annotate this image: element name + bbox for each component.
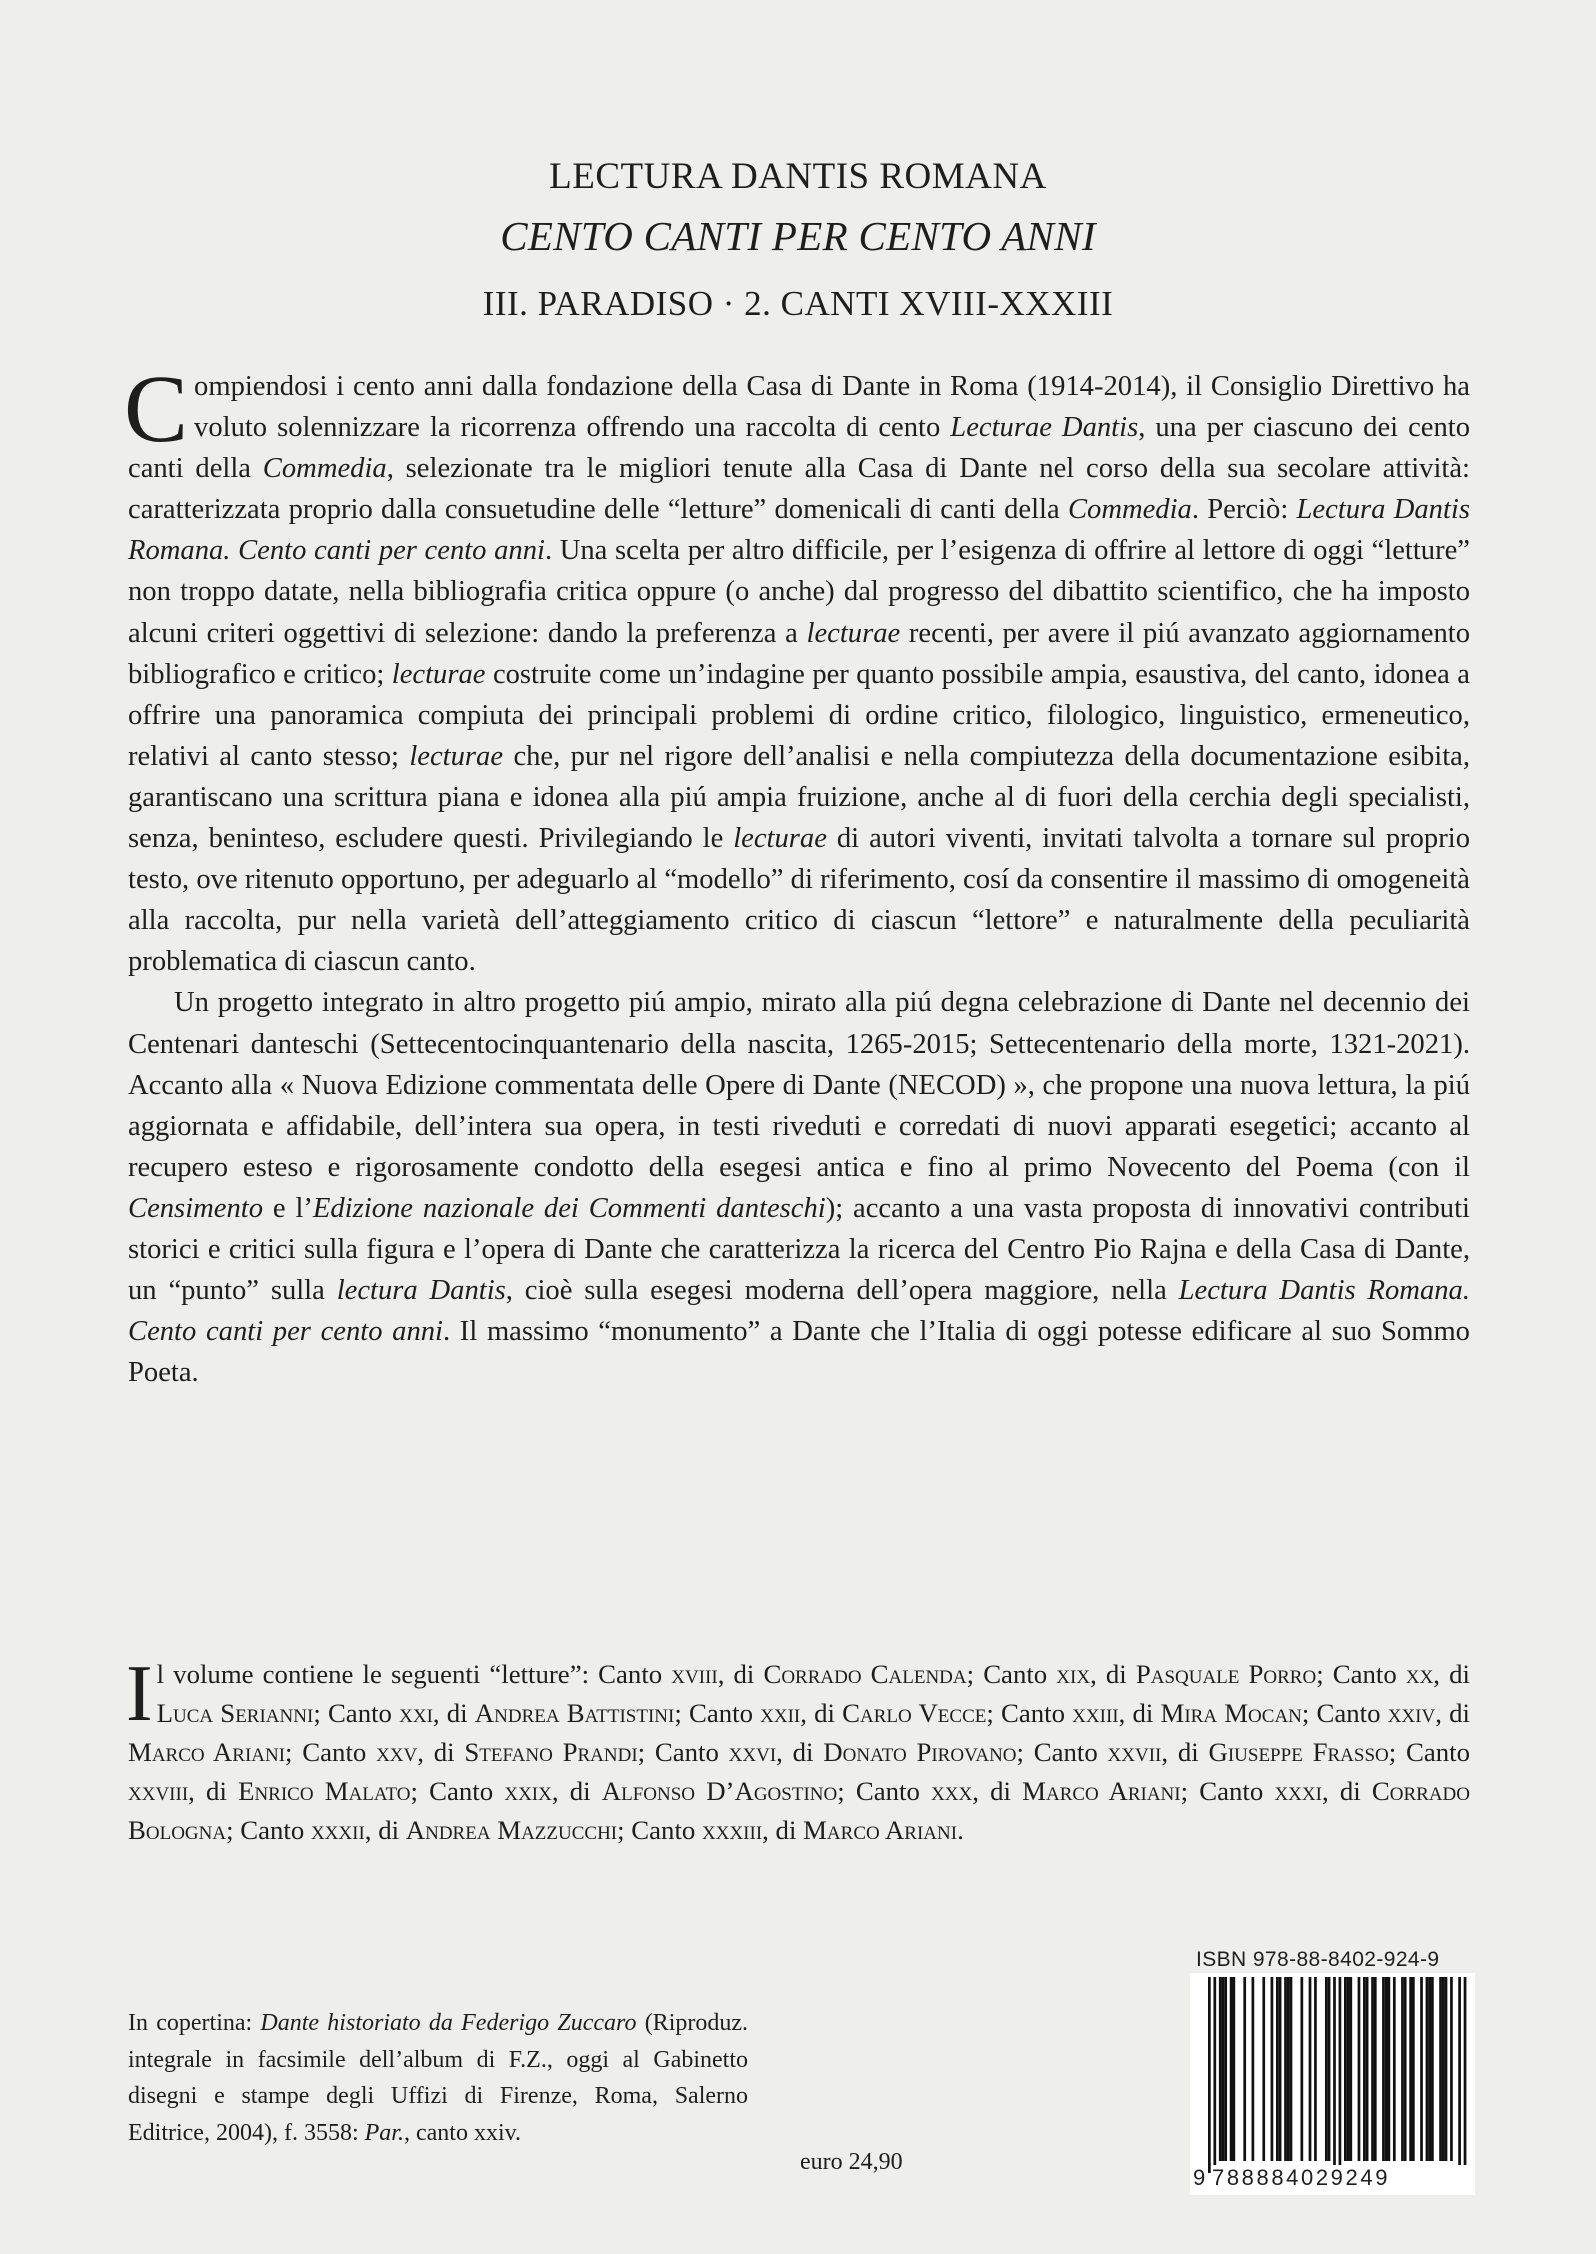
barcode-bar [1224, 1977, 1227, 2161]
contents-entry [1034, 1737, 1406, 1767]
barcode-bars [1190, 1973, 1475, 2195]
barcode-bar [1230, 1977, 1233, 2161]
contents-entry [240, 1815, 631, 1845]
italic-text: Censimento [128, 1192, 264, 1224]
entry-separator: , di [776, 1737, 824, 1767]
canto-number: xx [1405, 1659, 1434, 1689]
barcode-bar [1232, 1977, 1235, 2161]
barcode-bar [1262, 1977, 1265, 2161]
barcode-bar [1344, 1977, 1347, 2161]
canto-number: xxx [931, 1776, 973, 1806]
barcode-bar [1333, 1977, 1336, 2173]
barcode-bar [1371, 1977, 1374, 2161]
text: , selezionate tra le migliori tenute alla Casa di Dante nel corso della sua secolare attività: caratterizzata proprio dalla consuetudine delle “letture” domenicali di canti della [128, 453, 1470, 526]
barcode-bar [1243, 1977, 1246, 2161]
canto-number: xxv [376, 1737, 418, 1767]
entry-separator: , di [717, 1659, 764, 1689]
canto-word: Canto [1199, 1776, 1275, 1806]
entry-author: Donato Pirovano [823, 1737, 1017, 1767]
barcode-bar [1339, 1977, 1342, 2173]
barcode-bar [1428, 1977, 1431, 2161]
italic-text: Commedia [262, 453, 387, 485]
barcode-bar [1309, 1977, 1312, 2161]
text: che, pur nel rigore dell’analisi e nella compiutezza della documentazione esibita, garantiscano una scrittura piana e idonea alla piú ampia fruizione, anche al di fuori della cerchia degli specialisti, senza, beninteso, escludere questi. Privilegiando le [128, 740, 1470, 855]
italic-text: lectura Dantis [336, 1275, 506, 1307]
canto-number: xxiii [1072, 1698, 1119, 1728]
text: recenti, per avere il piú avanzato aggiornamento bibliografico e critico; [128, 617, 1471, 690]
entry-separator: , di [1118, 1698, 1161, 1728]
entry-separator: , di [762, 1815, 804, 1845]
text: . Una scelta per altro difficile, per l’esigenza di offrire al lettore di oggi “letture” non troppo datate, nella bibliografia critica oppure (o anche) dal progresso del dibattito scientifico, che ha imposto alcuni criteri oggettivi di selezione: dando la preferenza a [128, 535, 1470, 649]
canto-word: Canto [631, 1815, 702, 1845]
entry-punctuation: ; [674, 1698, 689, 1728]
volume-title: III. PARADISO · 2. CANTI XVIII-XXXIII [482, 284, 1114, 323]
entry-punctuation: . [957, 1815, 964, 1845]
canto-word: Canto [1316, 1698, 1388, 1728]
entry-separator: , di [1435, 1698, 1470, 1728]
entry-punctuation: ; [313, 1698, 328, 1728]
entry-punctuation: ; [226, 1815, 241, 1845]
entry-author: Marco Ariani [1022, 1776, 1181, 1806]
italic-text: lecturae [409, 740, 504, 772]
barcode-bar [1431, 1977, 1434, 2161]
blurb-text [124, 355, 1471, 1393]
contents-entry [429, 1776, 856, 1806]
barcode-bar [1358, 1977, 1361, 2161]
barcode-bar [1208, 1977, 1211, 2173]
entry-author: Giuseppe Frasso [1208, 1737, 1389, 1767]
barcode-bar [1439, 1977, 1442, 2161]
barcode-bar [1426, 1977, 1429, 2161]
text: , cioè sulla esegesi moderna dell’opera maggiore, nella [505, 1275, 1179, 1307]
italic-text: Lectura Dantis Romana. Cento canti per cento anni [128, 1275, 1470, 1348]
entry-punctuation: ; [837, 1776, 856, 1806]
canto-number: xxii [760, 1698, 801, 1728]
entry-author: Marco Ariani [128, 1737, 286, 1767]
canto-word: Canto [855, 1776, 932, 1806]
canto-number: xxxiii [702, 1815, 763, 1845]
entry-author: Corrado Calenda [763, 1659, 967, 1689]
italic-text: Edizione nazionale dei Commenti danteschi [312, 1192, 826, 1224]
barcode-bar [1287, 1977, 1290, 2161]
entry-punctuation: ; [410, 1776, 430, 1806]
canto-word: Canto [1332, 1659, 1406, 1689]
entry-author: Andrea Battistini [474, 1698, 675, 1728]
contents-entry [598, 1659, 983, 1689]
contents-intro: l volume contiene le seguenti “letture”: [156, 1659, 599, 1689]
text: . Il massimo “monumento” a Dante che l’Italia di oggi potesse edificare al suo Sommo Poeta. [128, 1316, 1470, 1389]
barcode-bar [1458, 1977, 1461, 2173]
barcode-bar [1213, 1977, 1216, 2173]
italic-text: Lectura Dantis Romana. Cento canti per cento anni [128, 494, 1470, 567]
price: euro 24,90 [800, 2149, 903, 2175]
entry-author: Luca Serianni [156, 1698, 314, 1728]
barcode-bar [1366, 1977, 1369, 2161]
barcode-bar [1290, 1977, 1293, 2161]
barcode-bar [1300, 1977, 1303, 2161]
canto-word: Canto [302, 1737, 377, 1767]
entry-punctuation: ; [1388, 1737, 1406, 1767]
canto-word: Canto [1000, 1698, 1073, 1728]
canto-number: xxxii [310, 1815, 365, 1845]
contents-entry [302, 1737, 655, 1767]
canto-word: Canto [240, 1815, 311, 1845]
barcode-bar [1325, 1977, 1328, 2161]
contents-entry [631, 1815, 964, 1845]
italic-text: Dante historiato da Federigo Zuccaro [260, 2010, 637, 2036]
contents-entry [1001, 1698, 1317, 1728]
entry-author: Pasquale Porro [1135, 1659, 1317, 1689]
barcode-bar [1404, 1977, 1407, 2161]
entry-author: Carlo Vecce [842, 1698, 987, 1728]
barcode-bar [1442, 1977, 1445, 2161]
entry-separator: , di [432, 1698, 475, 1728]
contents-entry [856, 1776, 1199, 1806]
canto-word: Canto [654, 1737, 729, 1767]
barcode-bar [1385, 1977, 1388, 2161]
canto-number: xviii [671, 1659, 718, 1689]
text: ompiendosi i cento anni dalla fondazione della Casa di Dante in Roma (1914-2014), il Consiglio Direttivo ha voluto solennizzare la ricorrenza offrendo una raccolta di cento [194, 371, 1470, 444]
barcode-bar [1409, 1977, 1412, 2161]
entry-punctuation: ; [617, 1815, 632, 1845]
barcode-bar [1445, 1977, 1448, 2161]
italic-text: Lecturae Dantis [950, 412, 1139, 444]
contents-list [126, 1650, 1470, 1850]
barcode-bar [1314, 1977, 1317, 2161]
entry-author: Alfonso D’Agostino [601, 1776, 838, 1806]
entry-punctuation: ; [1016, 1737, 1034, 1767]
canto-word: Canto [429, 1776, 505, 1806]
contents-entry [328, 1698, 689, 1728]
entry-separator: , di [1161, 1737, 1209, 1767]
entry-punctuation: ; [986, 1698, 1001, 1728]
barcode-bar [1412, 1977, 1415, 2161]
barcode-bar [1420, 1977, 1423, 2161]
entry-separator: , di [1090, 1659, 1136, 1689]
barcode-bar [1252, 1977, 1255, 2161]
entry-punctuation: ; [1180, 1776, 1200, 1806]
entry-author: Corrado Bologna [128, 1776, 1470, 1845]
barcode-bar [1349, 1977, 1352, 2161]
canto-number: xxi [399, 1698, 433, 1728]
barcode-bar [1271, 1977, 1274, 2161]
canto-word: Canto [327, 1698, 400, 1728]
barcode-bar [1279, 1977, 1282, 2161]
text: In copertina: [128, 2010, 261, 2036]
barcode-bar [1393, 1977, 1396, 2161]
canto-number: xxxi [1274, 1776, 1322, 1806]
canto-number: xxvi [728, 1737, 777, 1767]
text: e l’ [263, 1192, 313, 1224]
canto-word: Canto [983, 1659, 1057, 1689]
text: costruite come un’indagine per quanto possibile ampia, esaustiva, del canto, idonea a offrire una panoramica compiuta dei principali problemi di ordine critico, filologico, linguistico, ermeneutico, relativi al canto stesso; [128, 658, 1470, 772]
canto-word: Canto [688, 1698, 761, 1728]
barcode-bar [1222, 1977, 1225, 2161]
barcode-bar [1284, 1977, 1287, 2161]
barcode-first-digit: 9 [1193, 2165, 1206, 2190]
barcode-bar [1464, 1977, 1467, 2173]
isbn-label: ISBN 978-88-8402-924-9 [1196, 1948, 1440, 1971]
barcode-bar [1382, 1977, 1385, 2161]
barcode-bar [1276, 1977, 1279, 2161]
paragraph-1 [124, 355, 1471, 982]
entry-separator: , di [417, 1737, 465, 1767]
barcode-bar [1401, 1977, 1404, 2161]
text: Un progetto integrato in altro progetto piú ampio, mirato alla piú degna celebrazione di Dante nel decennio dei Centenari danteschi (Settecentocinquantenario della nascita, 1265-2015; Settecentenario della morte, 1321-2021). Accanto alla « Nuova Edizione commentata delle Opere di Dante (NECOD) », che propone una nuova lettura, la piú aggiornata e affidabile, dell’intera sua opera, in testi riveduti e corredati di nuovi apparati esegetici; accanto al recupero esteso e rigorosamente condotto della esegesi antica e fino al primo Novecento del Poema (con il [128, 987, 1470, 1183]
text: (Riproduz. integrale in facsimile dell’album di F.Z., oggi al Gabinetto disegni e stampe degli Uffizi di Firenze, Roma, Salerno Editrice, 2004), f. 3558: [128, 2010, 749, 2146]
barcode-bar [1388, 1977, 1391, 2161]
entry-author: Enrico Malato [238, 1776, 411, 1806]
canto-number: xix [1056, 1659, 1091, 1689]
italic-text: lecturae [733, 823, 827, 855]
text: di autori viventi, invitati talvolta a tornare sul proprio testo, ove ritenuto opportuno, per adeguarlo al “modello” di riferimento, cosí da consentire il massimo di omogeneità alla raccolta, pur nella varietà dell’atteggiamento critico di ciascun “lettore” e naturalmente della peculiarità problematica di ciascun canto. [128, 823, 1470, 978]
text: . Perciò: [1191, 494, 1297, 526]
entry-punctuation: ; [285, 1737, 303, 1767]
italic-text: Commedia [1067, 494, 1192, 526]
contents-entry [983, 1659, 1333, 1689]
barcode-bar [1347, 1977, 1350, 2161]
entry-author: Marco Ariani [803, 1815, 958, 1845]
canto-word: Canto [1033, 1737, 1108, 1767]
series-title: LECTURA DANTIS ROMANA [549, 156, 1047, 197]
cover-caption [128, 2005, 748, 2151]
paragraph-2 [128, 982, 1470, 1393]
barcode-bar [1363, 1977, 1366, 2161]
entry-separator: , di [800, 1698, 843, 1728]
entry-separator: , di [364, 1815, 406, 1845]
italic-text: lecturae [806, 617, 901, 649]
text: , canto xxiv. [403, 2119, 522, 2146]
entry-separator: , di [188, 1776, 239, 1806]
entry-separator: , di [1321, 1776, 1372, 1806]
barcode-digits: 788884029249 [1212, 2165, 1472, 2191]
barcode-bar [1450, 1977, 1453, 2161]
entry-punctuation: ; [1316, 1659, 1333, 1689]
entry-author: Stefano Prandi [464, 1737, 638, 1767]
canto-number: xxviii [128, 1776, 189, 1806]
italic-text: Par. [364, 2119, 404, 2146]
contents-entry [655, 1737, 1034, 1767]
contents-entry [689, 1698, 1001, 1728]
canto-number: xxiv [1387, 1698, 1436, 1728]
barcode-bar [1374, 1977, 1377, 2161]
entry-author: Mira Mocan [1160, 1698, 1302, 1728]
entry-separator: , di [551, 1776, 602, 1806]
canto-word: Canto [1405, 1737, 1470, 1767]
entry-punctuation: ; [637, 1737, 655, 1767]
canto-word: Canto [598, 1659, 672, 1689]
drop-cap: I [126, 1650, 153, 1738]
entry-separator: , di [1433, 1659, 1470, 1689]
entry-separator: , di [972, 1776, 1023, 1806]
text: ); accanto a una vasta proposta di innovativi contributi storici e critici sulla figura e l’opera di Dante che caratterizza la ricerca del Centro Pio Rajna e della Casa di Dante, un “punto” sulla [128, 1192, 1470, 1307]
canto-number: xxvii [1107, 1737, 1162, 1767]
barcode-bar [1219, 1977, 1222, 2161]
barcode [1190, 1973, 1475, 2195]
drop-cap: C [124, 355, 189, 462]
text: , una per ciascuno dei cento canti della [128, 412, 1471, 485]
italic-text: lecturae [391, 658, 486, 690]
canto-number: xxix [504, 1776, 552, 1806]
entry-author: Andrea Mazzucchi [405, 1815, 618, 1845]
entry-punctuation: ; [966, 1659, 984, 1689]
series-subtitle: CENTO CANTI PER CENTO ANNI [500, 213, 1096, 259]
entry-punctuation: ; [1301, 1698, 1317, 1728]
barcode-bar [1328, 1977, 1331, 2161]
